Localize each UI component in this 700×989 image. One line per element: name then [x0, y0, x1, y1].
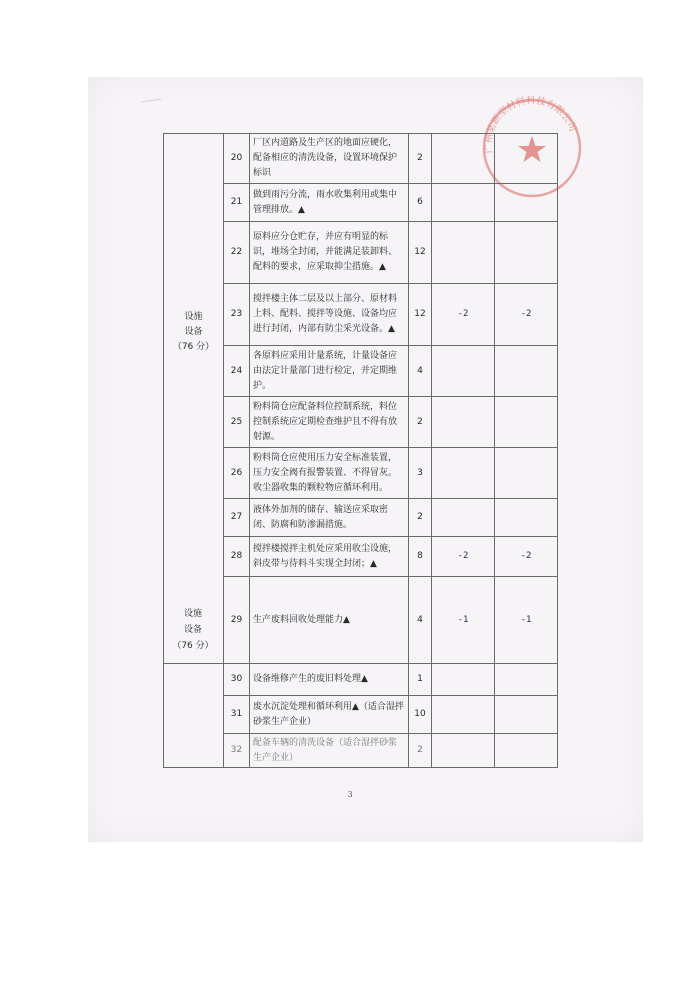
score-column-1: -2 — [432, 284, 495, 346]
item-requirement: 液体外加剂的储存、输送应采取密闭、防腐和防渗漏措施。 — [250, 499, 409, 537]
score-column-1 — [432, 664, 495, 696]
table-row — [164, 537, 558, 577]
item-number: 28 — [224, 537, 250, 577]
item-points: 2 — [409, 499, 432, 537]
item-requirement: 配备车辆的清洗设备（适合湿拌砂浆生产企业） — [250, 734, 409, 768]
score-column-1 — [432, 134, 495, 184]
score-column-2 — [495, 346, 558, 397]
item-points: 12 — [409, 222, 432, 284]
item-requirement: 做到雨污分流，雨水收集利用或集中管理排放。▲ — [250, 184, 409, 222]
item-requirement: 粉料筒仓应使用压力安全标准装置，压力安全阀有报警装置、不得冒灰。收尘器收集的颗粒物应循环利用。 — [250, 448, 409, 499]
item-requirement: 各原料应采用计量系统，计量设备应由法定计量部门进行检定，并定期维护。 — [250, 346, 409, 397]
table-row — [164, 448, 558, 499]
item-points: 8 — [409, 537, 432, 577]
score-column-2 — [495, 499, 558, 537]
item-number: 20 — [224, 134, 250, 184]
table-row — [164, 134, 558, 184]
item-requirement: 原料应分仓贮存，并应有明显的标识，堆场全封闭，并能满足装卸料、配料的要求，应采取抑尘措施。▲ — [250, 222, 409, 284]
score-column-1 — [432, 499, 495, 537]
score-column-2 — [495, 134, 558, 184]
table-row — [164, 284, 558, 346]
item-points: 3 — [409, 448, 432, 499]
svg-text:广州某新型材料科技有限公司: 广州某新型材料科技有限公司 — [483, 96, 579, 155]
item-requirement: 废水沉淀处理和循环利用▲（适合湿拌砂浆生产企业） — [250, 696, 409, 734]
table-row — [164, 499, 558, 537]
score-column-1 — [432, 222, 495, 284]
score-column-1: -1 — [432, 577, 495, 664]
item-number: 29 — [224, 577, 250, 664]
item-requirement: 搅拌楼搅拌主机处应采用收尘设施，斜皮带与待料斗实现全封闭；▲ — [250, 537, 409, 577]
item-points: 10 — [409, 696, 432, 734]
score-column-1 — [432, 734, 495, 768]
table-row — [164, 696, 558, 734]
table-row — [164, 734, 558, 768]
item-number: 24 — [224, 346, 250, 397]
item-number: 21 — [224, 184, 250, 222]
item-points: 4 — [409, 577, 432, 664]
scoring-table — [163, 133, 558, 768]
item-requirement: 生产废料回收处理能力▲ — [250, 577, 409, 664]
score-column-1 — [432, 696, 495, 734]
score-column-1 — [432, 397, 495, 448]
item-points: 2 — [409, 734, 432, 768]
item-number: 32 — [224, 734, 250, 768]
item-points: 2 — [409, 134, 432, 184]
table-row — [164, 222, 558, 284]
score-column-1 — [432, 346, 495, 397]
score-column-2 — [495, 696, 558, 734]
score-column-2 — [495, 397, 558, 448]
score-column-2 — [495, 664, 558, 696]
item-requirement: 设备维修产生的废旧料处理▲ — [250, 664, 409, 696]
item-number: 30 — [224, 664, 250, 696]
category-cell-continued — [164, 664, 224, 768]
score-column-2 — [495, 184, 558, 222]
table-row — [164, 664, 558, 696]
item-points: 12 — [409, 284, 432, 346]
table-row — [164, 346, 558, 397]
score-column-2: -2 — [495, 537, 558, 577]
item-points: 2 — [409, 397, 432, 448]
score-column-1 — [432, 448, 495, 499]
item-points: 1 — [409, 664, 432, 696]
item-number: 25 — [224, 397, 250, 448]
page-number: 3 — [347, 790, 353, 799]
item-points: 6 — [409, 184, 432, 222]
score-column-1: -2 — [432, 537, 495, 577]
item-requirement: 搅拌楼主体二层及以上部分、原材料上料、配料、搅拌等设施、设备均应进行封闭，内部有防尘采光设备。▲ — [250, 284, 409, 346]
score-column-2: -1 — [495, 577, 558, 664]
score-column-1 — [432, 184, 495, 222]
score-column-2 — [495, 448, 558, 499]
item-number: 27 — [224, 499, 250, 537]
score-column-2: -2 — [495, 284, 558, 346]
item-points: 4 — [409, 346, 432, 397]
category-cell: 设施 设备 （76 分） — [164, 134, 224, 664]
score-column-2 — [495, 734, 558, 768]
score-column-2 — [495, 222, 558, 284]
item-number: 22 — [224, 222, 250, 284]
item-number: 31 — [224, 696, 250, 734]
table-row — [164, 397, 558, 448]
category-label-repeat: 设施 设备 （76 分） — [172, 609, 214, 651]
item-requirement: 厂区内道路及生产区的地面应硬化，配备相应的清洗设备，设置环境保护标识 — [250, 134, 409, 184]
item-number: 26 — [224, 448, 250, 499]
table-row — [164, 184, 558, 222]
item-number: 23 — [224, 284, 250, 346]
item-requirement: 粉料筒仓应配备料位控制系统，料位控制系统应定期检查维护且不得有放射源。 — [250, 397, 409, 448]
